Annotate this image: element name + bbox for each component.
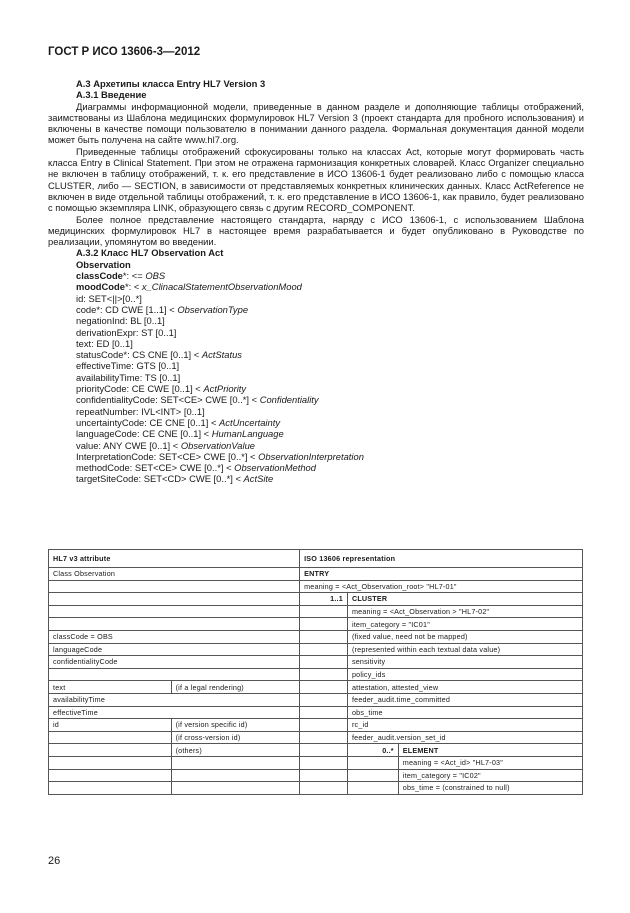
iso-cell: obs_time = (constrained to null) — [398, 782, 582, 795]
page-number: 26 — [48, 855, 61, 867]
page-header: ГОСТ Р ИСО 13606-3—2012 — [48, 46, 201, 58]
attribute-text: negationInd: BL [0..1] — [76, 315, 165, 327]
table-row — [49, 731, 583, 744]
table-row — [49, 618, 583, 631]
hl7-cell — [49, 756, 172, 769]
attribute-line — [76, 270, 584, 281]
indent-cell — [300, 756, 348, 769]
indent-cell — [347, 782, 398, 795]
table-row — [49, 782, 583, 795]
iso-cell: obs_time — [347, 706, 582, 719]
iso-cell: attestation, attested_view — [347, 681, 582, 694]
hl7-condition-cell: (others) — [171, 744, 300, 757]
table-row — [49, 605, 583, 618]
attribute-text: id: SET<||>[0..*] — [76, 292, 142, 304]
iso-cell: feeder_audit.version_set_id — [347, 731, 582, 744]
iso-cell: sensitivity — [347, 656, 582, 669]
attribute-line — [76, 394, 584, 405]
mapping-table — [48, 549, 583, 795]
paragraph-1: Диаграммы информационной модели, приведенные в данном разделе и дополняющие таблицы отображений, заимствованы из Шаблона медицинских формулировок HL7 Version 3 (проект стандарта для пробного использования) и включены в качестве помощи пользователю в понимании данного раздела. Формальная документация данной модели может быть получена на сайте www.hl7.org. — [48, 100, 584, 146]
attribute-line — [76, 462, 584, 473]
attribute-line — [76, 440, 584, 451]
document-body — [48, 78, 584, 485]
table-row — [49, 693, 583, 706]
attribute-text: uncertaintyCode: CE CNE [0..1] < — [76, 416, 220, 428]
indent-cell — [347, 756, 398, 769]
attribute-line — [76, 428, 584, 439]
attribute-line — [76, 315, 584, 326]
iso-cell: meaning = <Act_id> "HL7-03" — [398, 756, 582, 769]
attribute-line — [76, 383, 584, 394]
indent-cell — [300, 656, 348, 669]
iso-cell: policy_ids — [347, 668, 582, 681]
hl7-cell: Class Observation — [49, 568, 300, 581]
attribute-name: classCode — [76, 270, 123, 282]
attribute-text: value: ANY CWE [0..1] < — [76, 439, 181, 451]
iso-cell: CLUSTER — [347, 593, 582, 606]
attribute-line — [76, 473, 584, 484]
table-row — [49, 668, 583, 681]
indent-cell — [300, 719, 348, 732]
indent-cell — [300, 706, 348, 719]
attribute-line — [76, 293, 584, 304]
hl7-cell — [49, 593, 300, 606]
section-a3-title: A.3 Архетипы класса Entry HL7 Version 3 — [76, 78, 266, 89]
table-row — [49, 593, 583, 606]
attribute-text: methodCode: SET<CE> CWE [0..*] < — [76, 462, 235, 474]
table-row — [49, 643, 583, 656]
attribute-text: derivationExpr: ST [0..1] — [76, 326, 177, 338]
attribute-value: ObservationValue — [180, 439, 256, 451]
attribute-value: ObservationMethod — [234, 462, 316, 474]
attribute-text: repeatNumber: IVL<INT> [0..1] — [76, 405, 205, 417]
attribute-text: statusCode*: CS CNE [0..1] < — [76, 349, 202, 361]
hl7-cell — [49, 605, 300, 618]
indent-cell — [347, 769, 398, 782]
iso-cell: ENTRY — [300, 568, 583, 581]
attribute-text: effectiveTime: GTS [0..1] — [76, 360, 180, 372]
attribute-value: ActSite — [243, 473, 274, 485]
hl7-condition-cell — [171, 756, 300, 769]
attribute-value: HumanLanguage — [211, 428, 284, 440]
hl7-cell: id — [49, 719, 172, 732]
attribute-text: availabilityTime: TS [0..1] — [76, 371, 181, 383]
hl7-cell: languageCode — [49, 643, 300, 656]
attribute-value: ObservationInterpretation — [258, 450, 364, 462]
cardinality-cell: 0..* — [347, 744, 398, 757]
attribute-value: OBS — [145, 270, 166, 282]
indent-cell — [300, 693, 348, 706]
attribute-value: ActPriority — [203, 383, 247, 395]
observation-title: Observation — [76, 258, 131, 270]
attribute-value: ActStatus — [201, 349, 242, 361]
indent-cell — [300, 681, 348, 694]
hl7-cell: effectiveTime — [49, 706, 300, 719]
iso-cell: meaning = <Act_Observation > "HL7-02" — [347, 605, 582, 618]
attribute-text: priorityCode: CE CWE [0..1] < — [76, 383, 204, 395]
attribute-line — [76, 451, 584, 462]
attribute-text: languageCode: CE CNE [0..1] < — [76, 428, 212, 440]
table-row — [49, 681, 583, 694]
table-header-row — [49, 550, 583, 568]
hl7-condition-cell: (if version specific id) — [171, 719, 300, 732]
iso-cell: feeder_audit.time_committed — [347, 693, 582, 706]
attribute-type: *: <= — [122, 270, 146, 282]
cardinality-cell: 1..1 — [300, 593, 348, 606]
paragraph-2: Приведенные таблицы отображений сфокусированы только на классах Act, которые могут формировать часть класса Entry в Clinical Statement. При этом не отражена гармонизация конкретных словарей. Класс Organizer специально не включен в таблицу отображений, т. к. его представление в ИСО 13606-1 будет реализовано либо с помощью класса CLUSTER, либо — SECTION, в зависимости от представляемых конкретных клинических данных. Класс ActReference не включен в виде отдельной таблицы отображений, т. к. его представление в ИСО 13606-1, как правило, будет реализовано с помощью экземпляра LINK, образующего связь с другим RECORD_COMPONENT. — [48, 145, 584, 214]
indent-cell — [300, 744, 348, 757]
iso-cell: ELEMENT — [398, 744, 582, 757]
hl7-cell: availabilityTime — [49, 693, 300, 706]
indent-cell — [300, 605, 348, 618]
hl7-cell — [49, 744, 172, 757]
iso-cell: item_category = "IC02" — [398, 769, 582, 782]
table-row — [49, 580, 583, 593]
hl7-condition-cell — [171, 769, 300, 782]
table-row — [49, 744, 583, 757]
hl7-cell — [49, 782, 172, 795]
table-row — [49, 719, 583, 732]
attribute-line — [76, 372, 584, 383]
attribute-text: confidentialityCode: SET<CE> CWE [0..*] < — [76, 394, 260, 406]
table-row — [49, 630, 583, 643]
attribute-value: ActUncertainty — [219, 416, 281, 428]
attribute-value: Confidentiality — [259, 394, 319, 406]
hl7-cell: classCode = OBS — [49, 630, 300, 643]
iso-cell: rc_id — [347, 719, 582, 732]
observation-attributes — [48, 270, 584, 485]
indent-cell — [300, 618, 348, 631]
hl7-cell: confidentialityCode — [49, 656, 300, 669]
hl7-cell: text — [49, 681, 172, 694]
indent-cell — [300, 782, 348, 795]
attribute-line — [76, 327, 584, 338]
table-row — [49, 756, 583, 769]
attribute-line — [76, 417, 584, 428]
iso-cell: (fixed value, need not be mapped) — [347, 630, 582, 643]
attribute-line — [76, 304, 584, 315]
hl7-condition-cell — [171, 782, 300, 795]
iso-cell: (represented within each textual data value) — [347, 643, 582, 656]
attribute-value: x_ClinacalStatementObservationMood — [141, 281, 302, 293]
hl7-cell — [49, 731, 172, 744]
attribute-text: text: ED [0..1] — [76, 337, 133, 349]
table-row — [49, 706, 583, 719]
hl7-cell — [49, 618, 300, 631]
attribute-line — [76, 360, 584, 371]
paragraph-3: Более полное представление настоящего стандарта, наряду с ИСО 13606-1, с использованием Шаблона медицинских формулировок HL7 в настоящее время разрабатывается и будет опубликовано в Руководстве по реализации, упомянутом во введении. — [48, 213, 584, 248]
indent-cell — [300, 630, 348, 643]
header-hl7-attribute: HL7 v3 attribute — [49, 550, 300, 568]
table-row — [49, 568, 583, 581]
indent-cell — [300, 668, 348, 681]
table-row — [49, 769, 583, 782]
attribute-type: *: < — [124, 281, 142, 293]
hl7-cell — [49, 668, 300, 681]
hl7-cell — [49, 580, 300, 593]
section-a31-title: A.3.1 Введение — [76, 89, 147, 101]
hl7-condition-cell: (if a legal rendering) — [171, 681, 300, 694]
attribute-name: moodCode — [76, 281, 125, 293]
iso-cell: item_category = "IC01" — [347, 618, 582, 631]
iso-cell: meaning = <Act_Observation_root> "HL7-01" — [300, 580, 583, 593]
indent-cell — [300, 643, 348, 656]
attribute-value: ObservationType — [177, 303, 249, 315]
table-row — [49, 656, 583, 669]
attribute-text: targetSiteCode: SET<CD> CWE [0..*] < — [76, 473, 244, 485]
indent-cell — [300, 731, 348, 744]
hl7-condition-cell: (if cross-version id) — [171, 731, 300, 744]
header-iso-representation: ISO 13606 representation — [300, 550, 583, 568]
attribute-line — [76, 281, 584, 292]
attribute-line — [76, 406, 584, 417]
attribute-text: InterpretationCode: SET<CE> CWE [0..*] < — [76, 450, 259, 462]
attribute-line — [76, 349, 584, 360]
section-a32-title: A.3.2 Класс HL7 Observation Act — [76, 247, 224, 259]
indent-cell — [300, 769, 348, 782]
attribute-text: code*: CD CWE [1..1] < — [76, 303, 178, 315]
attribute-line — [76, 338, 584, 349]
hl7-cell — [49, 769, 172, 782]
